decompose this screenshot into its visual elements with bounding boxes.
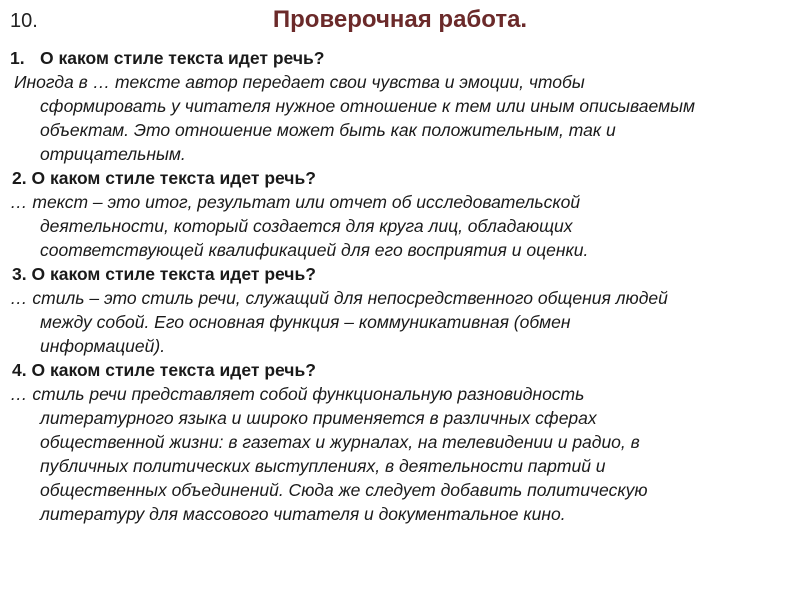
question-2-text: О каком стиле текста идет речь? xyxy=(31,168,316,188)
answer-2-line-2: деятельности, который создается для круга лиц, обладающих xyxy=(40,216,573,236)
question-3-text: О каком стиле текста идет речь? xyxy=(31,264,316,284)
question-1-number: 1. xyxy=(10,48,25,68)
answer-3-line-3: информацией). xyxy=(40,336,166,356)
quiz-content xyxy=(10,46,792,526)
answer-2 xyxy=(10,190,792,262)
page-title: Проверочная работа. xyxy=(272,6,528,33)
answer-2-line-1: … текст – это итог, результат или отчет об исследовательской xyxy=(10,192,581,212)
question-1 xyxy=(10,46,792,70)
question-4 xyxy=(10,358,792,382)
answer-3-line-1: … стиль – это стиль речи, служащий для непосредственного общения людей xyxy=(10,288,668,308)
question-3 xyxy=(10,262,792,286)
answer-3-line-2: между собой. Его основная функция – коммуникативная (обмен xyxy=(40,312,571,332)
answer-2-line-3: соответствующей квалификацией для его восприятия и оценки. xyxy=(40,240,589,260)
answer-4-line-4: публичных политических выступлениях, в деятельности партий и xyxy=(40,456,606,476)
answer-4-line-5: общественных объединений. Сюда же следует добавить политическую xyxy=(40,480,648,500)
answer-1-line-4: отрицательным. xyxy=(40,144,186,164)
question-3-number: 3. xyxy=(12,264,27,284)
answer-4-line-6: литературу для массового читателя и документальное кино. xyxy=(40,504,566,524)
answer-4-line-2: литературного языка и широко применяется в различных сферах xyxy=(40,408,597,428)
answer-3 xyxy=(10,286,792,358)
question-4-text: О каком стиле текста идет речь? xyxy=(31,360,316,380)
answer-1-line-1: Иногда в … тексте автор передает свои чувства и эмоции, чтобы xyxy=(14,72,585,92)
answer-1-line-3: объектам. Это отношение может быть как положительным, так и xyxy=(40,120,616,140)
answer-1 xyxy=(10,70,792,166)
slide-number: 10. xyxy=(10,10,38,32)
answer-4-line-1: … стиль речи представляет собой функциональную разновидность xyxy=(10,384,585,404)
question-2 xyxy=(10,166,792,190)
question-1-text: О каком стиле текста идет речь? xyxy=(40,48,325,68)
question-2-number: 2. xyxy=(12,168,27,188)
answer-4-line-3: общественной жизни: в газетах и журналах, на телевидении и радио, в xyxy=(40,432,640,452)
answer-1-line-2: сформировать у читателя нужное отношение к тем или иным описываемым xyxy=(40,96,695,116)
question-4-number: 4. xyxy=(12,360,27,380)
answer-4 xyxy=(10,382,792,526)
